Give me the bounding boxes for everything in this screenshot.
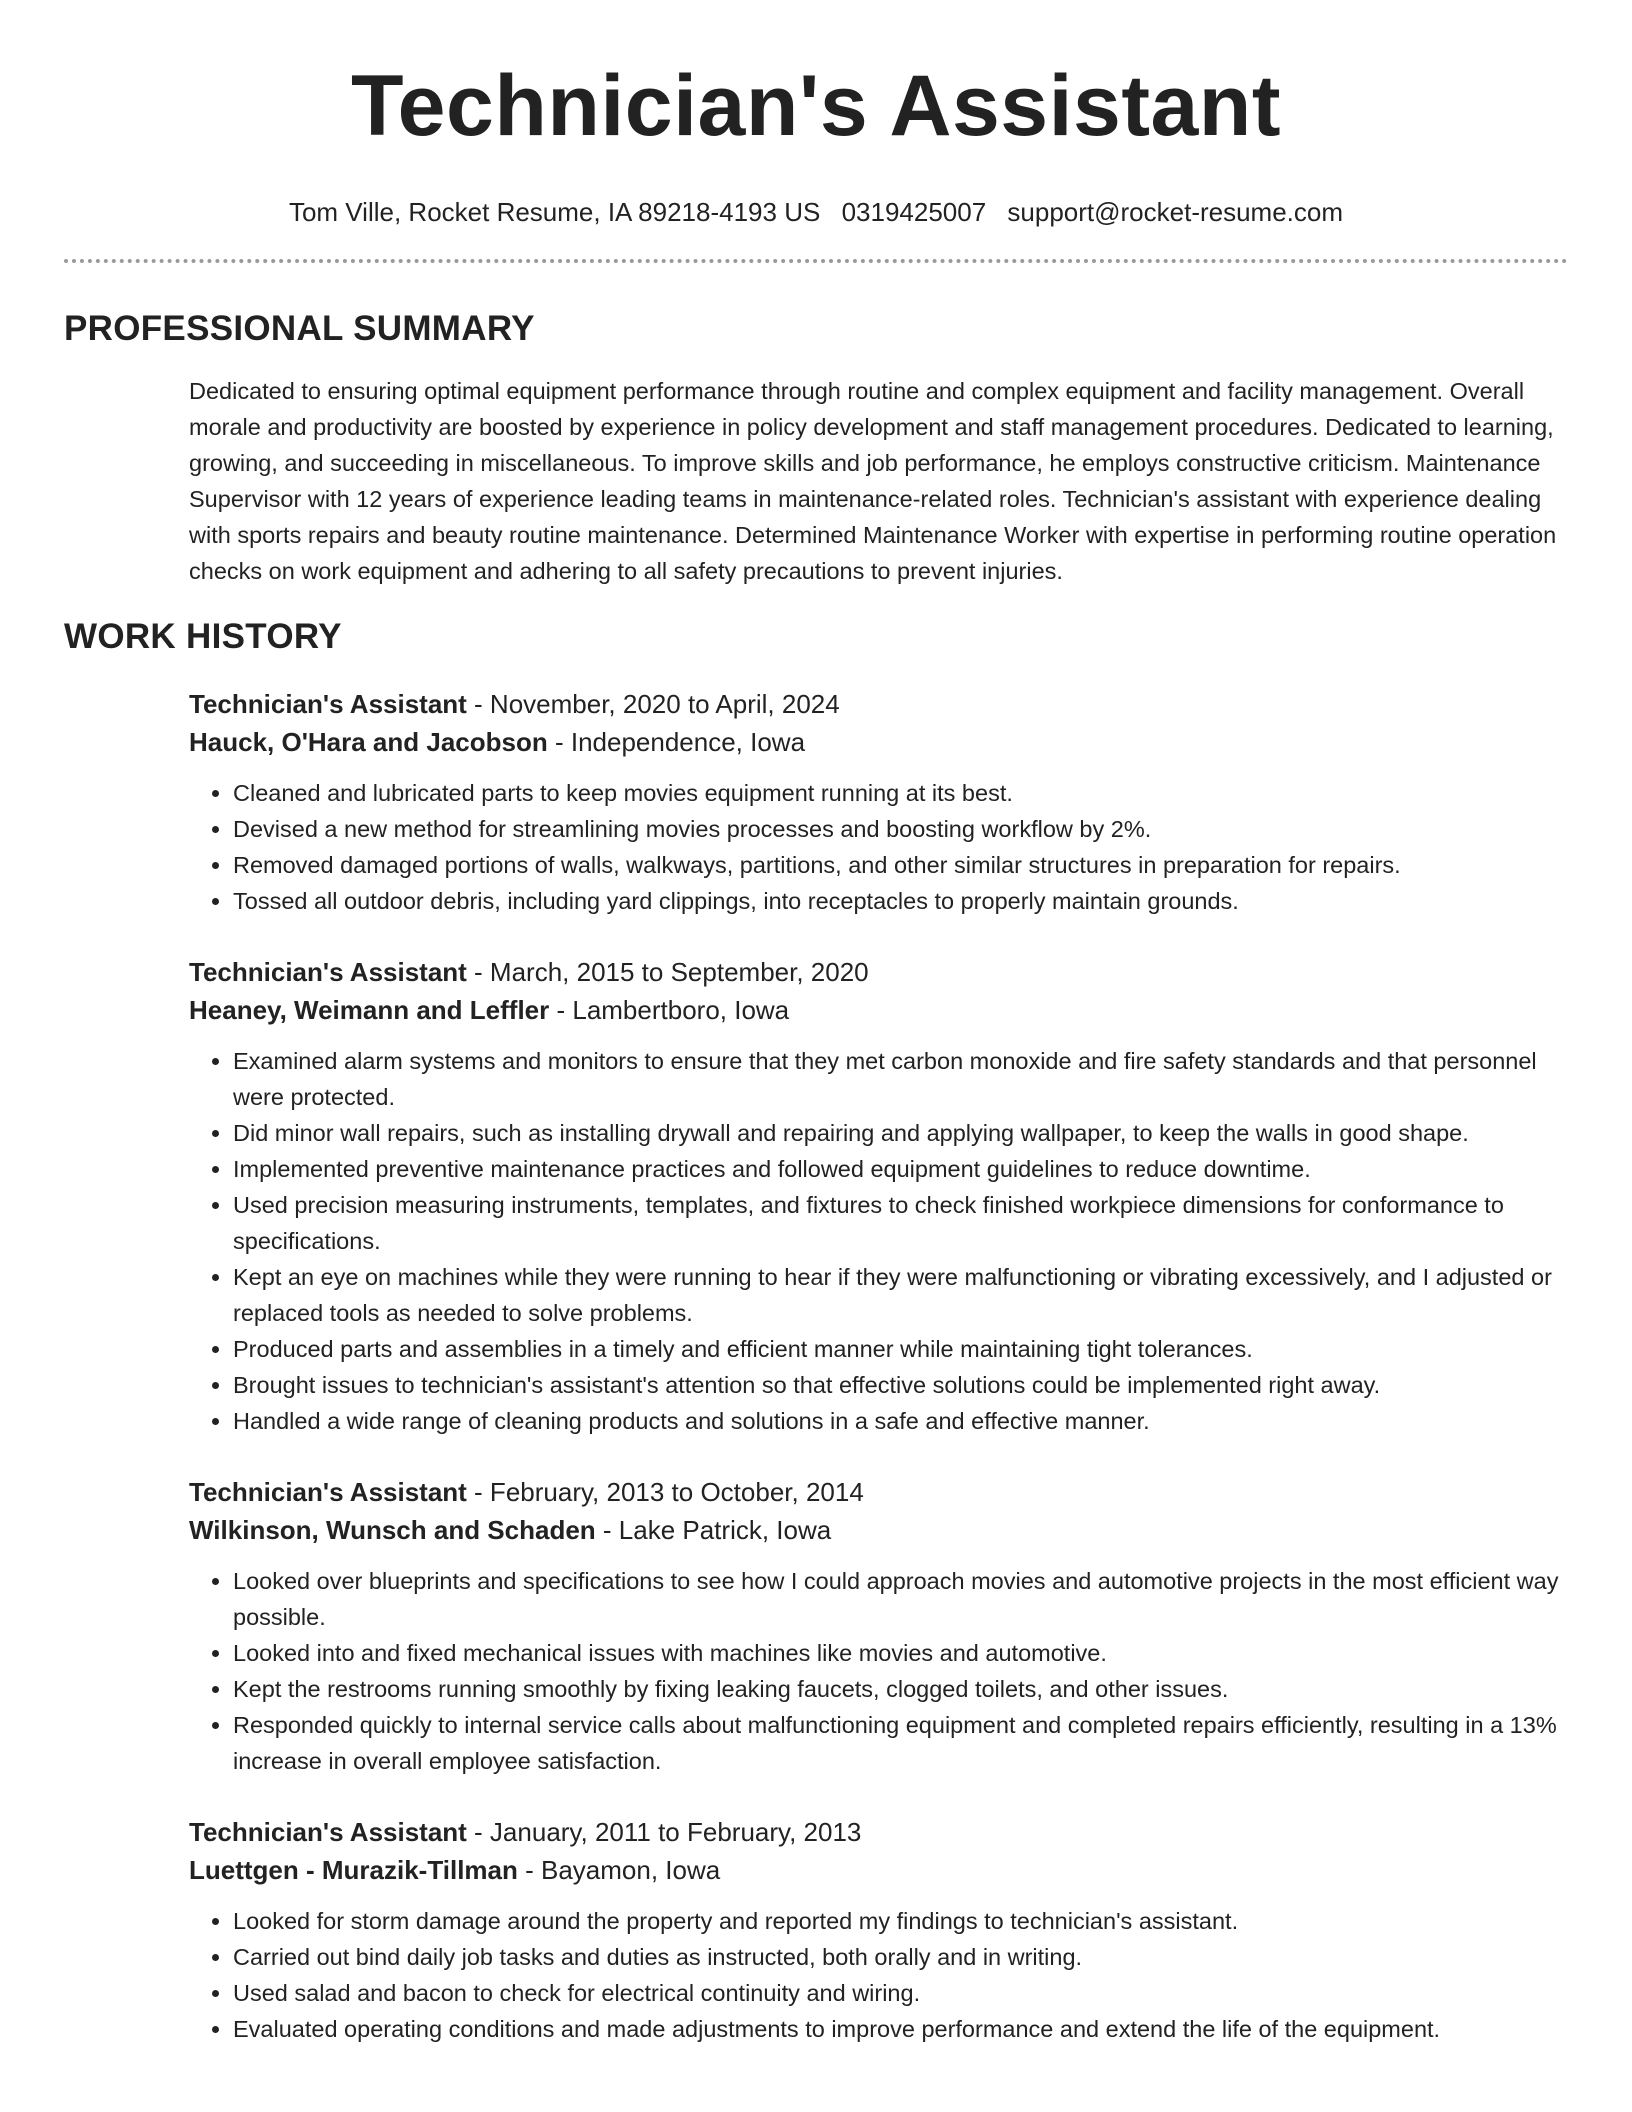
job-location: - Lake Patrick, Iowa (595, 1515, 832, 1545)
summary-text: Dedicated to ensuring optimal equipment performance through routine and complex equipment and facility management. Overall morale and productivity are boosted by experience in policy development and staff management procedures. Dedicated to learning, growing, and succeeding in miscellaneous. To improve skills and job performance, he employs constructive criticism. Maintenance Supervisor with 12 years of experience leading teams in maintenance-related roles. Technician's assistant with experience dealing with sports repairs and beauty routine maintenance. Determined Maintenance Worker with expertise in performing routine operation checks on work equipment and adhering to all safety precautions to prevent injuries. (189, 378, 1557, 584)
job-bullet: • Used precision measuring instruments, templates, and fixtures to check finished workpiece dimensions for conformance to specifications. (233, 1187, 1568, 1259)
work-history-heading: WORK HISTORY (64, 617, 342, 656)
job-company-line (189, 723, 1568, 761)
job-bullet: • Examined alarm systems and monitors to ensure that they met carbon monoxide and fire safety standards and that personnel were protected. (233, 1043, 1568, 1115)
summary-heading: PROFESSIONAL SUMMARY (64, 309, 535, 348)
job-entry (189, 685, 1568, 919)
job-title-line (189, 953, 1568, 991)
job-company: Luettgen - Murazik-Tillman (189, 1855, 518, 1885)
job-location: - Independence, Iowa (547, 727, 806, 757)
job-title-line (189, 685, 1568, 723)
job-entry (189, 1813, 1568, 2047)
job-title-line (189, 1813, 1568, 1851)
job-title-line (189, 1473, 1568, 1511)
job-position: Technician's Assistant (189, 957, 467, 987)
contact-email: support@rocket-resume.com (1007, 197, 1344, 227)
job-position: Technician's Assistant (189, 1477, 467, 1507)
job-position: Technician's Assistant (189, 689, 467, 719)
job-bullet: • Used salad and bacon to check for electrical continuity and wiring. (233, 1975, 1568, 2011)
job-bullet: • Implemented preventive maintenance practices and followed equipment guidelines to reduce downtime. (233, 1151, 1568, 1187)
job-bullet: • Brought issues to technician's assistant's attention so that effective solutions could be implemented right away. (233, 1367, 1568, 1403)
job-dates: - January, 2011 to February, 2013 (466, 1817, 862, 1847)
job-entry (189, 1473, 1568, 1779)
job-position: Technician's Assistant (189, 1817, 467, 1847)
job-bullets (189, 1043, 1568, 1439)
job-dates: - February, 2013 to October, 2014 (466, 1477, 864, 1507)
job-company: Wilkinson, Wunsch and Schaden (189, 1515, 596, 1545)
job-bullet: • Kept an eye on machines while they were running to hear if they were malfunctioning or vibrating excessively, and I adjusted or replaced tools as needed to solve problems. (233, 1259, 1568, 1331)
job-location: - Bayamon, Iowa (517, 1855, 721, 1885)
job-bullet: • Looked for storm damage around the property and reported my findings to technician's assistant. (233, 1903, 1568, 1939)
contact-address: Tom Ville, Rocket Resume, IA 89218-4193 US (288, 197, 821, 227)
job-bullets (189, 775, 1568, 919)
resume-name: Technician's Assistant (351, 58, 1281, 154)
job-bullet: • Produced parts and assemblies in a timely and efficient manner while maintaining tight tolerances. (233, 1331, 1568, 1367)
job-bullet: • Carried out bind daily job tasks and duties as instructed, both orally and in writing. (233, 1939, 1568, 1975)
contact-phone: 0319425007 (841, 197, 987, 227)
job-company: Heaney, Weimann and Leffler (189, 995, 550, 1025)
job-entry (189, 953, 1568, 1439)
job-bullet: • Looked over blueprints and specifications to see how I could approach movies and automotive projects in the most efficient way possible. (233, 1563, 1568, 1635)
job-bullets (189, 1903, 1568, 2047)
job-bullet: • Responded quickly to internal service calls about malfunctioning equipment and completed repairs efficiently, resulting in a 13% increase in overall employee satisfaction. (233, 1707, 1568, 1779)
job-bullets (189, 1563, 1568, 1779)
job-company: Hauck, O'Hara and Jacobson (189, 727, 548, 757)
job-company-line (189, 1851, 1568, 1889)
job-bullet: • Removed damaged portions of walls, walkways, partitions, and other similar structures in preparation for repairs. (233, 847, 1568, 883)
job-bullet: • Devised a new method for streamlining movies processes and boosting workflow by 2%. (233, 811, 1568, 847)
job-company-line (189, 991, 1568, 1029)
job-bullet: • Handled a wide range of cleaning products and solutions in a safe and effective manner. (233, 1403, 1568, 1439)
job-company-line (189, 1511, 1568, 1549)
job-bullet: • Tossed all outdoor debris, including yard clippings, into receptacles to properly maintain grounds. (233, 883, 1568, 919)
contact-line (64, 196, 1568, 228)
job-dates: - November, 2020 to April, 2024 (466, 689, 840, 719)
job-location: - Lambertboro, Iowa (549, 995, 790, 1025)
job-bullet: • Evaluated operating conditions and made adjustments to improve performance and extend the life of the equipment. (233, 2011, 1568, 2047)
job-dates: - March, 2015 to September, 2020 (466, 957, 869, 987)
job-bullet: • Cleaned and lubricated parts to keep movies equipment running at its best. (233, 775, 1568, 811)
header-divider (64, 259, 1568, 263)
job-bullet: • Did minor wall repairs, such as installing drywall and repairing and applying wallpaper, to keep the walls in good shape. (233, 1115, 1568, 1151)
job-bullet: • Looked into and fixed mechanical issues with machines like movies and automotive. (233, 1635, 1568, 1671)
job-bullet: • Kept the restrooms running smoothly by fixing leaking faucets, clogged toilets, and other issues. (233, 1671, 1568, 1707)
